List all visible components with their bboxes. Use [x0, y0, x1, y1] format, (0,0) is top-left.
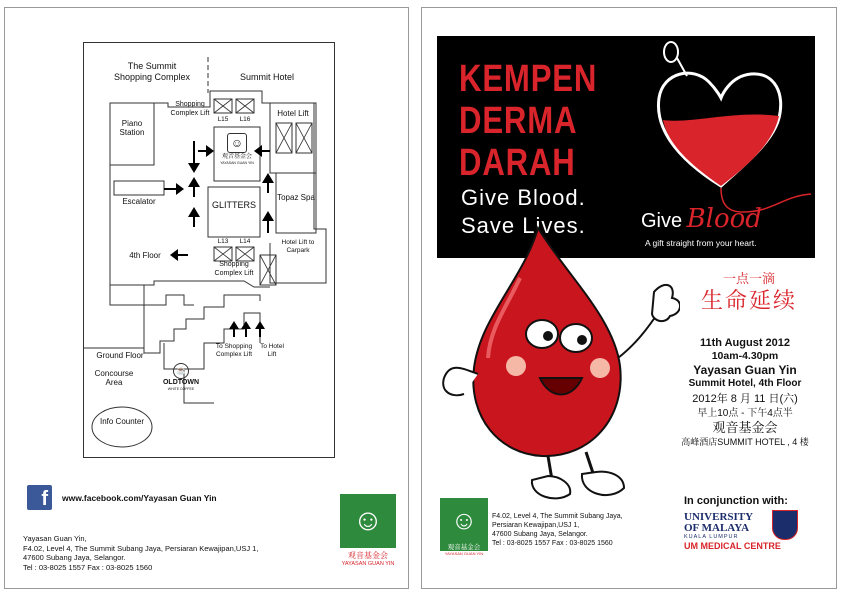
map-label-summit-hotel: Summit Hotel [239, 72, 294, 82]
event-details [660, 337, 830, 448]
map-label-shopping-lift-top: Shopping Complex Lift [170, 101, 210, 117]
front-address-1: F4.02, Level 4, The Summit Subang Jaya, [492, 513, 623, 520]
campaign-title [459, 58, 597, 184]
campaign-title-3: DARAH [459, 142, 576, 184]
campaign-title-1: KEMPEN [459, 58, 598, 100]
in-conjunction: In conjunction with: [684, 495, 788, 507]
event-venue: Summit Hotel, 4th Floor [688, 378, 802, 389]
map-label-ground-floor: Ground Floor [96, 351, 144, 360]
um-name-2: OF MALAYA [684, 522, 750, 534]
oldtown-icon: ☕ [173, 363, 189, 379]
yayasan-logo-front-cn: 观音基金会 [440, 542, 488, 551]
map-label-info-counter: Info Counter [99, 417, 145, 426]
floor-map [83, 42, 335, 458]
map-label-to-hotel-lift: To Hotel Lift [260, 343, 284, 358]
event-cn-time: 早上10点 - 下午4点半 [697, 408, 793, 419]
slogan-2: Save Lives. [461, 213, 586, 238]
back-panel [4, 7, 409, 589]
event-cn-venue: 高峰酒店SUMMIT HOTEL , 4 楼 [681, 437, 809, 447]
oldtown-name: OLDTOWN [162, 379, 200, 386]
yayasan-logo-front-icon: ☺ [440, 498, 488, 542]
booth-logo-icon: ☺ [227, 133, 247, 153]
address-phone: Tel : 03-8025 1557 Fax : 03-8025 1560 [23, 562, 153, 572]
map-label-l13: L13 [217, 238, 229, 245]
campaign-title-2: DERMA [459, 100, 578, 142]
map-label-hotel-lift-carpark: Hotel Lift to Carpark [281, 239, 315, 254]
front-address-2: Persiaran Kewajipan,USJ 1, [492, 522, 580, 529]
oldtown-sub: WHITE COFFEE [167, 387, 195, 391]
event-org: Yayasan Guan Yin [693, 363, 797, 377]
event-cn-line-1: 一点一滴 [722, 271, 775, 286]
map-label-l16: L16 [239, 116, 251, 123]
address-line-1: F4.02, Level 4, The Summit Subang Jaya, Persiaran Kewajipan,USJ 1, [23, 543, 259, 553]
blood-drop-mascot-icon [440, 218, 680, 518]
yayasan-logo-icon: ☺ [340, 494, 396, 548]
address-line-2: 47600 Subang Jaya, Selangor. [23, 553, 126, 562]
facebook-icon: f [27, 485, 52, 510]
front-phone: Tel : 03-8025 1557 Fax : 03-8025 1560 [492, 540, 613, 547]
address-block [23, 534, 343, 572]
blood-word: Blood [686, 204, 762, 234]
booth-logo-en: YAYASAN GUAN YIN [220, 161, 254, 165]
front-panel [421, 7, 837, 589]
map-label-concourse-area: Concourse Area [94, 369, 134, 387]
front-address [492, 512, 652, 548]
um-name-3: KUALA LUMPUR [684, 534, 739, 540]
map-label-hotel-lift: Hotel Lift [277, 109, 309, 118]
yayasan-logo-front-en: YAYASAN GUAN YIN [444, 551, 484, 556]
event-info [674, 270, 824, 315]
um-name-4: UM MEDICAL CENTRE [684, 541, 781, 551]
map-label-topaz-spa: Topaz Spa [277, 193, 315, 202]
booth-logo [218, 131, 256, 177]
address-name: Yayasan Guan Yin, [23, 534, 87, 543]
um-crest-icon [772, 510, 798, 540]
um-name-1: UNIVERSITY [684, 511, 754, 523]
event-cn-org: 观音基金会 [712, 420, 778, 435]
give-word: Give [641, 210, 683, 232]
booth-logo-cn: 观音基金会 [221, 154, 252, 160]
event-cn-line-2: 生命延续 [700, 288, 797, 313]
oldtown-logo [156, 363, 206, 391]
map-label-l14: L14 [239, 238, 251, 245]
event-cn-date: 2012年 8 月 11 日(六) [692, 393, 798, 405]
map-label-to-shopping-lift: To Shopping Complex Lift [215, 343, 253, 358]
event-date: 11th August 2012 [699, 337, 791, 349]
yayasan-logo-front [440, 498, 488, 556]
front-address-3: 47600 Subang Jaya, Selangor. [492, 531, 588, 538]
yayasan-logo [340, 494, 396, 567]
map-label-summit-shopping-complex: The Summit Shopping Complex [113, 61, 191, 82]
facebook-link[interactable]: www.facebook.com/Yayasan Guan Yin [62, 493, 217, 503]
map-label-glitters: GLITTERS [211, 200, 256, 210]
slogan-1: Give Blood. [461, 185, 586, 210]
map-label-piano-station: Piano Station [119, 119, 145, 137]
map-label-shopping-lift-bottom: Shopping Complex Lift [214, 261, 254, 277]
map-label-escalator: Escalator [122, 197, 156, 206]
give-blood-tagline: A gift straight from your heart. [645, 238, 757, 248]
event-time: 10am-4.30pm [711, 350, 779, 362]
map-label-4th-floor: 4th Floor [129, 251, 161, 260]
yayasan-logo-en: YAYASAN GUAN YIN [341, 561, 395, 567]
map-label-l15: L15 [217, 116, 229, 123]
yayasan-logo-cn: 观音基金会 [348, 551, 388, 560]
